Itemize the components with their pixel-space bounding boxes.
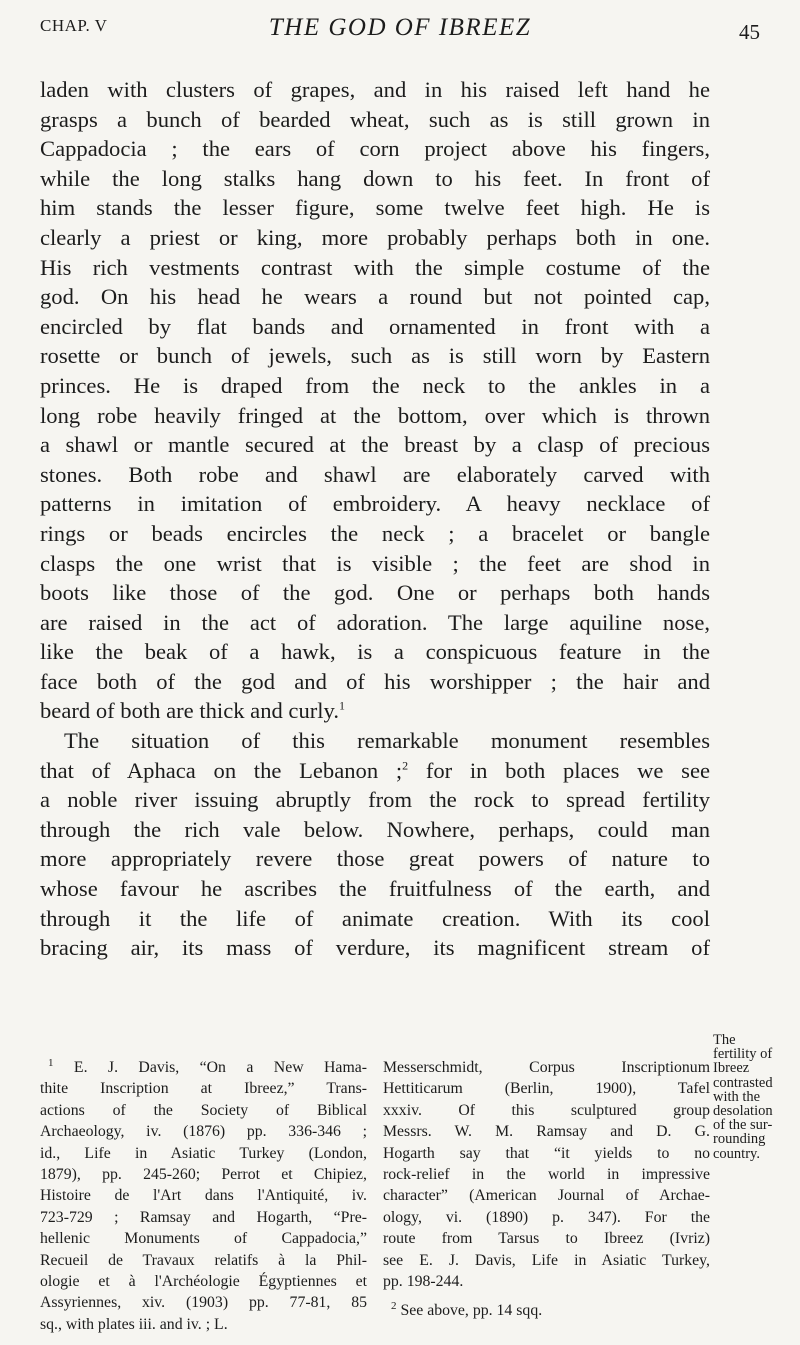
text-line-content: beard of both are thick and curly. — [40, 698, 340, 724]
footnote-line: 723-729 ; Ramsay and Hogarth, “Pre- — [40, 1208, 367, 1226]
footnote-line: pp. 198-244. — [383, 1272, 464, 1290]
footnote-line: xxxiv. Of this sculptured group — [383, 1101, 710, 1119]
footnote-line: Messrs. W. M. Ramsay and D. G. — [383, 1123, 710, 1141]
text-line: rosette or bunch of jewels, such as is still worn by Eastern — [40, 343, 710, 369]
footnote-line: ology, vi. (1890) p. 347). For the — [383, 1208, 710, 1226]
marginal-note — [713, 1033, 795, 1161]
footnote-line: thite Inscription at Ibreez,” Trans- — [40, 1080, 367, 1098]
text-line: through it the life of animate creation. With its cool — [40, 905, 710, 931]
paragraph-1 — [40, 75, 710, 726]
footnote-line: sq., with plates iii. and iv. ; L. — [40, 1315, 228, 1333]
footnote-number: 2 — [391, 1300, 397, 1313]
footnote-line: Recueil de Travaux relatifs à la Phil- — [40, 1251, 367, 1269]
text-line: stones. Both robe and shawl are elaborately carved with — [40, 461, 710, 487]
footnote-line — [40, 1057, 367, 1078]
text-line: through the rich vale below. Nowhere, perhaps, could man — [40, 816, 710, 842]
footnote-line: see E. J. Davis, Life in Asiatic Turkey, — [383, 1251, 710, 1269]
footnote-line: id., Life in Asiatic Turkey (London, — [40, 1144, 367, 1162]
footnote-text: See above, pp. 14 sqq. — [400, 1302, 543, 1320]
footnote-line: Hettiticarum (Berlin, 1900), Tafel — [383, 1080, 710, 1098]
text-line: more appropriately revere those great powers of nature to — [40, 846, 710, 872]
footnote-text: E. J. Davis, “On a New Hama- — [73, 1059, 367, 1076]
text-line: princes. He is draped from the neck to the ankles in a — [40, 372, 710, 398]
text-line — [40, 696, 710, 726]
margin-note-line: The — [713, 1032, 736, 1048]
text-line: long robe heavily fringed at the bottom, over which is thrown — [40, 402, 710, 428]
running-title: THE GOD OF IBREEZ — [268, 14, 532, 41]
text-line: Cappadocia ; the ears of corn project above his fingers, — [40, 136, 710, 162]
text-line: god. On his head he wears a round but not pointed cap, — [40, 284, 710, 310]
footnote-line: ologie et à l'Archéologie Égyptiennes et — [40, 1272, 367, 1290]
text-line: encircled by flat bands and ornamented in front with a — [40, 313, 710, 339]
text-line: bracing air, its mass of verdure, its magnificent stream of — [40, 935, 710, 961]
text-line: while the long stalks hang down to his feet. In front of — [40, 165, 710, 191]
margin-note-line: fertility of — [713, 1046, 773, 1063]
footnote-line: rock-relief in the world in impressive — [383, 1165, 710, 1183]
text-line: a noble river issuing abruptly from the rock to spread fertility — [40, 787, 710, 813]
page-number: 45 — [739, 20, 760, 44]
footnotes-right-column — [383, 1057, 710, 1322]
running-header — [40, 14, 760, 54]
footnote-spacer — [383, 1292, 710, 1300]
paragraph-2 — [40, 726, 710, 963]
text-line: clasps the one wrist that is visible ; the feet are shod in — [40, 550, 710, 576]
text-line: face both of the god and of his worshipper ; the hair and — [40, 668, 710, 694]
margin-note-line: of the sur- — [713, 1117, 773, 1134]
footnote-line: Assyriennes, xiv. (1903) pp. 77-81, 85 — [40, 1294, 367, 1312]
text-line — [40, 756, 710, 786]
text-line: like the beak of a hawk, is a conspicuous feature in the — [40, 639, 710, 665]
text-line: patterns in imitation of embroidery. A heavy necklace of — [40, 491, 710, 517]
footnote-line — [383, 1300, 710, 1321]
footnote-line: hellenic Monuments of Cappadocia,” — [40, 1230, 367, 1248]
margin-note-line: contrasted — [713, 1074, 773, 1091]
text-line: laden with clusters of grapes, and in his raised left hand he — [40, 77, 710, 102]
text-line: grasps a bunch of bearded wheat, such as is still grown in — [40, 106, 710, 132]
margin-note-line: with the — [713, 1088, 761, 1105]
footnote-line: Messerschmidt, Corpus Inscriptionum — [383, 1059, 710, 1076]
footnote-ref-1: 1 — [339, 698, 346, 713]
text-line-content: for in both places we see — [425, 757, 710, 783]
margin-note-line: desolation — [713, 1102, 773, 1119]
footnote-line: actions of the Society of Biblical — [40, 1101, 367, 1119]
text-line: rings or beads encircles the neck ; a bracelet or bangle — [40, 520, 710, 546]
footnote-line: Archaeology, iv. (1876) pp. 336-346 ; — [40, 1123, 367, 1141]
footnote-line: Hogarth say that “it yields to no — [383, 1144, 710, 1162]
text-line: clearly a priest or king, more probably perhaps both in one. — [40, 224, 710, 250]
margin-note-line: rounding — [713, 1131, 766, 1148]
text-line: are raised in the act of adoration. The large aquiline nose, — [40, 609, 710, 635]
margin-note-line: Ibreez — [713, 1060, 750, 1077]
footnote-line: Histoire de l'Art dans l'Antiquité, iv. — [40, 1187, 367, 1205]
chapter-label: CHAP. V — [40, 16, 108, 35]
margin-note-line: country. — [713, 1145, 760, 1162]
footnote-line: 1879), pp. 245-260; Perrot et Chipiez, — [40, 1165, 367, 1183]
text-line: The situation of this remarkable monument resembles — [64, 728, 710, 754]
text-line: him stands the lesser figure, some twelve feet high. He is — [40, 195, 710, 221]
footnote-line: character” (American Journal of Archae- — [383, 1187, 710, 1205]
main-text — [40, 75, 710, 963]
text-line: His rich vestments contrast with the simple costume of the — [40, 254, 710, 280]
text-line: boots like those of the god. One or perhaps both hands — [40, 580, 710, 606]
footnotes-left-column — [40, 1057, 367, 1335]
text-line-content: that of Aphaca on the Lebanon ; — [40, 757, 403, 783]
footnote-line: route from Tarsus to Ibreez (Ivriz) — [383, 1230, 710, 1248]
footnote-number: 1 — [48, 1056, 54, 1069]
footnote-ref-2: 2 — [402, 758, 409, 773]
text-line: a shawl or mantle secured at the breast by a clasp of precious — [40, 432, 710, 458]
text-line: whose favour he ascribes the fruitfulness of the earth, and — [40, 876, 710, 902]
